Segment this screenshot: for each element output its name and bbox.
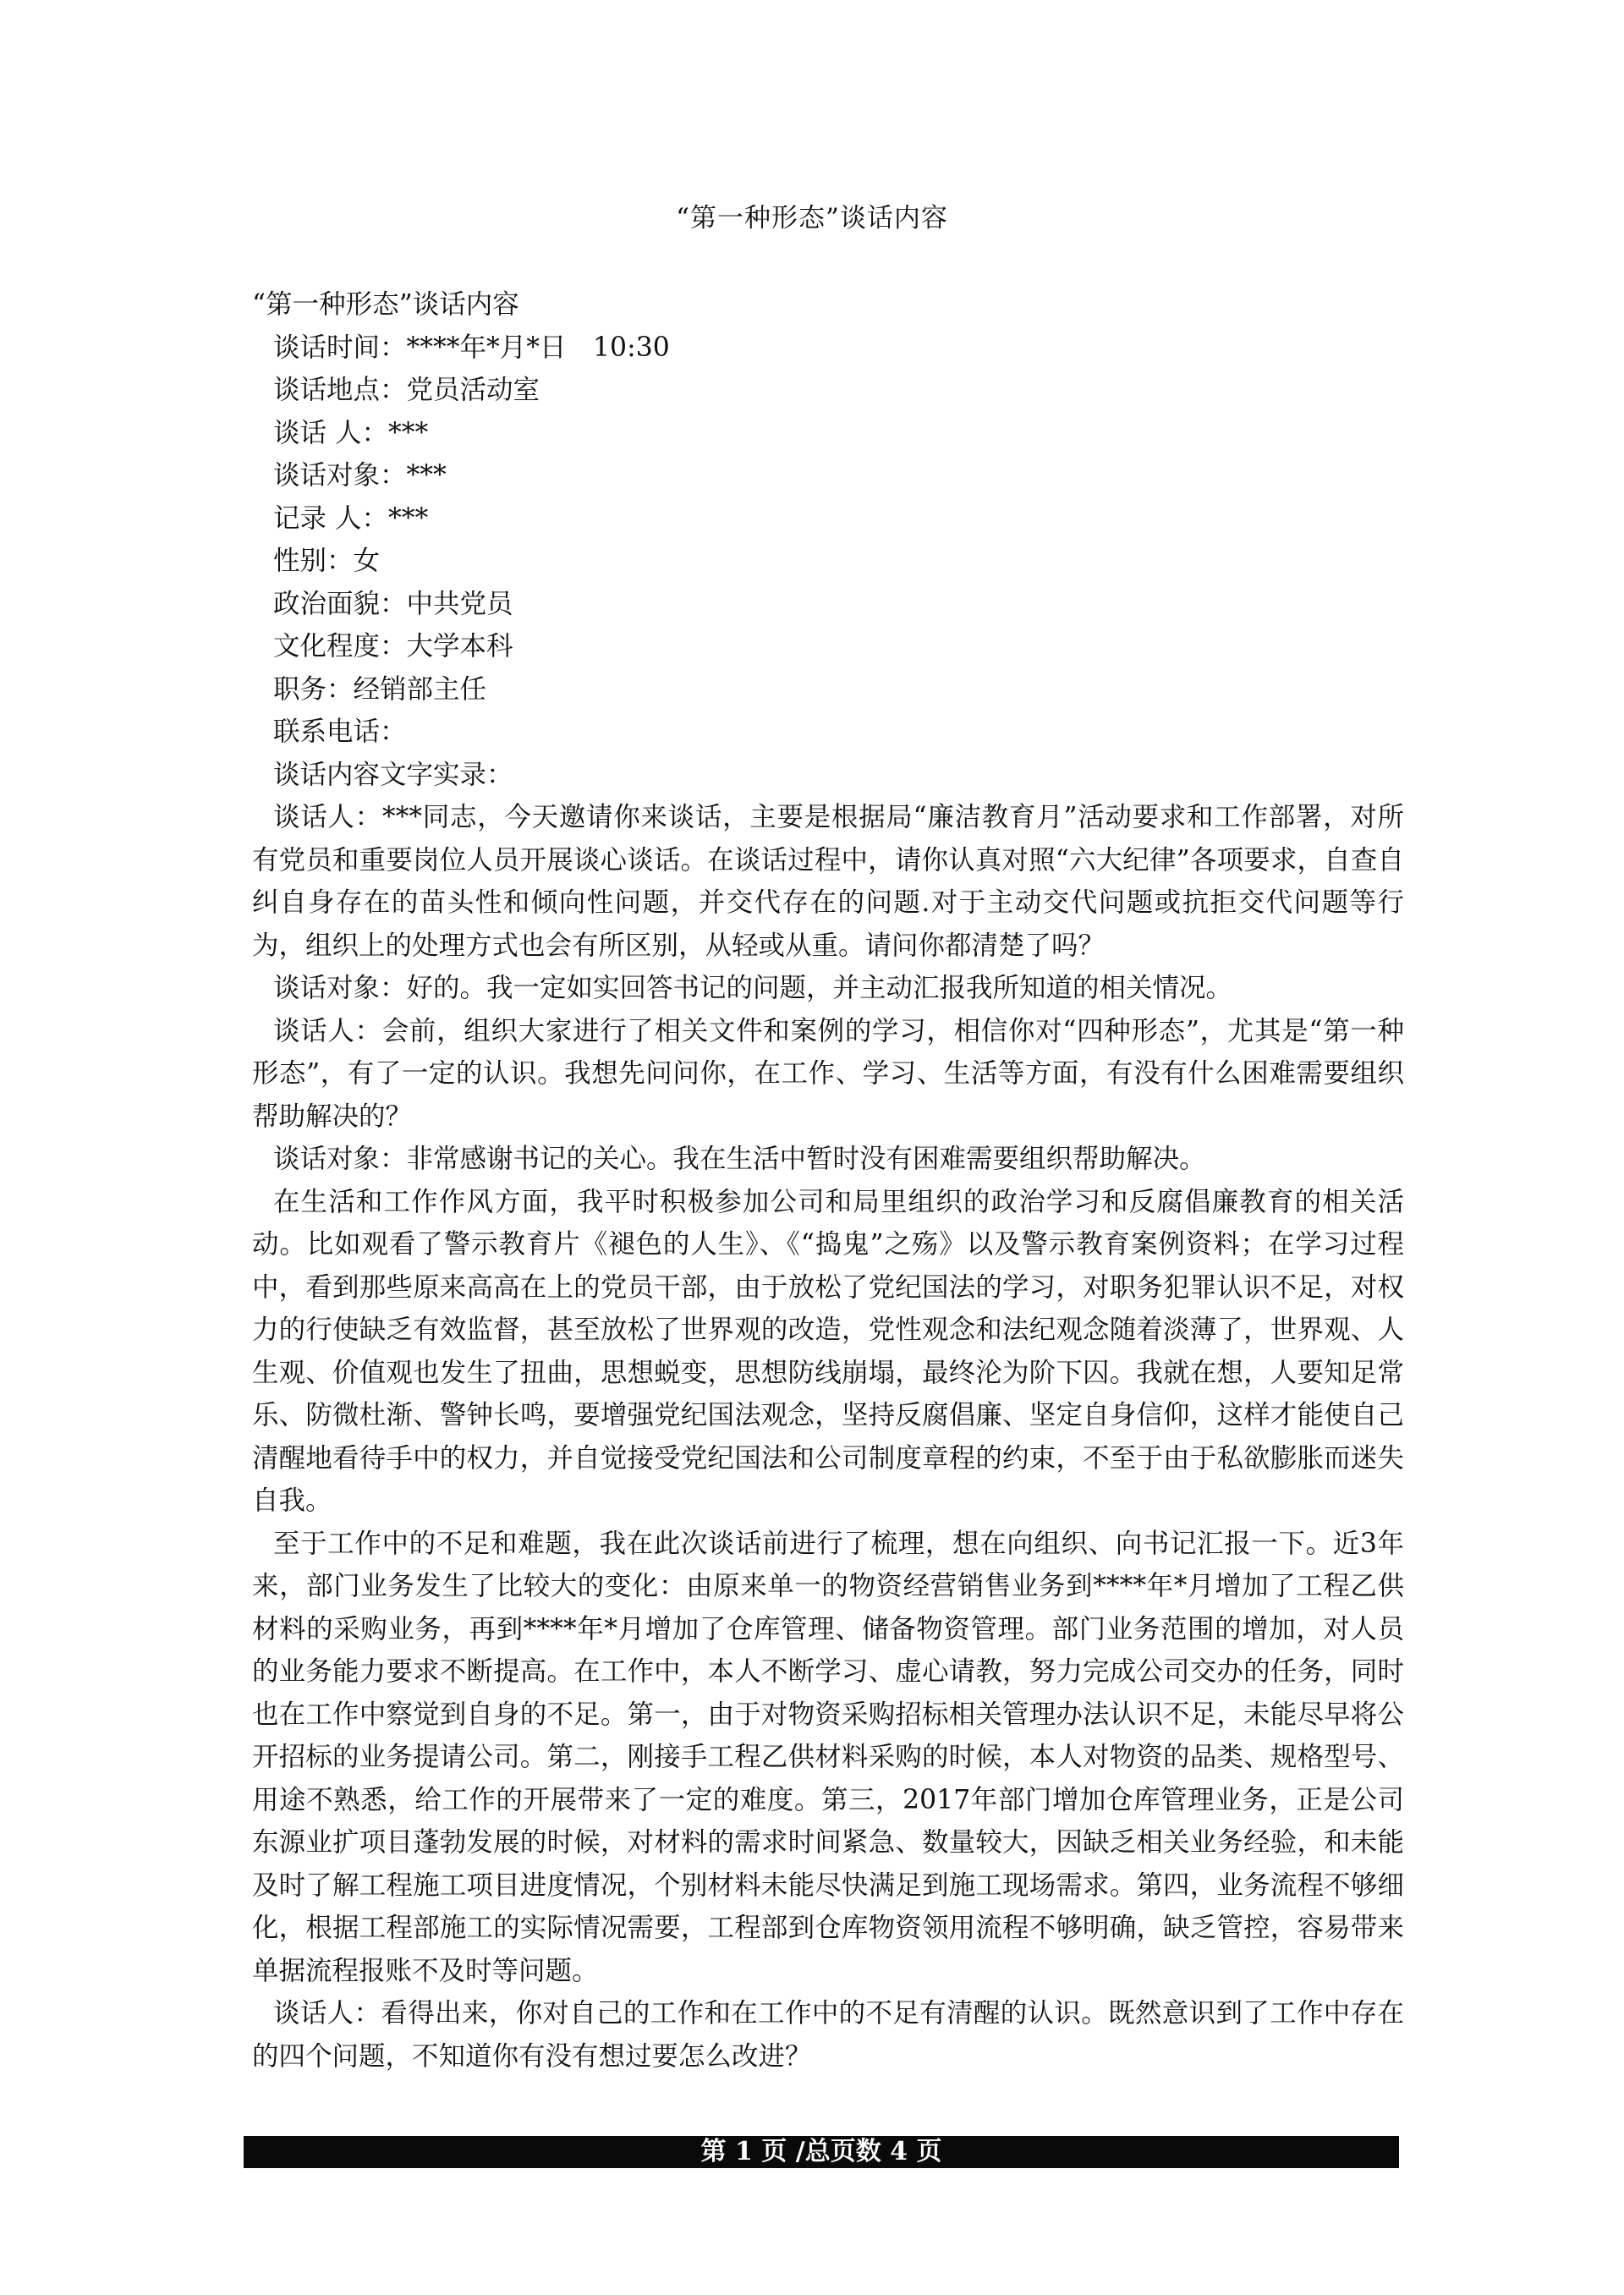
paragraph: 谈话对象：非常感谢书记的关心。我在生活中暂时没有困难需要组织帮助解决。 bbox=[273, 1144, 1206, 1174]
field-position bbox=[252, 668, 1404, 711]
document-body bbox=[252, 283, 1404, 2078]
field-value: 党员活动室 bbox=[406, 375, 540, 405]
paragraph: 谈话人：看得出来，你对自己的工作和在工作中的不足有清醒的认识。既然意识到了工作中存在的四个问题，不知道你有没有想过要怎么改进？ bbox=[252, 1998, 1404, 2072]
field-transcript bbox=[252, 754, 1404, 797]
field-label: 政治面貌： bbox=[273, 588, 407, 619]
field-label: 记录 人： bbox=[273, 502, 389, 534]
field-recorder bbox=[252, 497, 1404, 541]
paragraph: 谈话人：***同志，今天邀请你来谈话，主要是根据局“廉洁教育月”活动要求和工作部署，对所有党员和重要岗位人员开展谈心谈话。在谈话过程中，请你认真对照“六大纪律”各项要求，自查自纠自身存在的苗头性和倾向性问题，并交代存在的问题.对于主动交代问题或抗拒交代问题等行为，组织上的处理方式也会有所区别，从轻或从重。请问你都清楚了吗？ bbox=[252, 802, 1404, 961]
field-value: *** bbox=[388, 417, 429, 448]
field-interview-location bbox=[252, 369, 1404, 412]
paragraph: 谈话人：会前，组织大家进行了相关文件和案例的学习，相信你对“四种形态”，尤其是“第一种形态”，有了一定的认识。我想先问问你，在工作、学习、生活等方面，有没有什么困难需要组织帮助解决的？ bbox=[252, 1015, 1404, 1132]
field-interview-time bbox=[252, 327, 1404, 370]
paragraph: 谈话对象：好的。我一定如实回答书记的问题，并主动汇报我所知道的相关情况。 bbox=[273, 973, 1233, 1003]
field-value: ****年*月*日 10:30 bbox=[406, 332, 670, 363]
field-label: 谈话对象： bbox=[273, 460, 407, 491]
page-number: 第 1 页 /总页数 4 页 bbox=[700, 2137, 942, 2166]
document-heading: “第一种形态”谈话内容 bbox=[252, 289, 519, 320]
field-value: *** bbox=[388, 502, 429, 534]
field-value: *** bbox=[406, 460, 447, 491]
field-interviewee bbox=[252, 454, 1404, 497]
field-label: 职务： bbox=[273, 673, 354, 705]
field-value: 中共党员 bbox=[406, 588, 513, 619]
field-value: 大学本科 bbox=[406, 631, 513, 662]
field-value: 女 bbox=[353, 546, 381, 576]
field-label: 谈话内容文字实录： bbox=[273, 759, 513, 790]
page-title: “第一种形态”谈话内容 bbox=[676, 203, 948, 233]
field-label: 性别： bbox=[273, 546, 354, 576]
field-label: 谈话地点： bbox=[273, 375, 407, 405]
paragraph: 至于工作中的不足和难题，我在此次谈话前进行了梳理，想在向组织、向书记汇报一下。近3年来，部门业务发生了比较大的变化：由原来单一的物资经营销售业务到****年*月增加了工程乙供材料的采购业务，再到****年*月增加了仓库管理、储备物资管理。部门业务范围的增加，对人员的业务能力要求不断提高。在工作中，本人不断学习、虚心请教，努力完成公司交办的任务，同时也在工作中察觉到自身的不足。第一，由于对物资采购招标相关管理办法认识不足，未能尽早将公开招标的业务提请公司。第二，刚接手工程乙供材料采购的时候，本人对物资的品类、规格型号、用途不熟悉，给工作的开展带来了一定的难度。第三，2017年部门增加仓库管理业务，正是公司东源业扩项目蓬勃发展的时候，对材料的需求时间紧急、数量较大，因缺乏相关业务经验，和未能及时了解工程施工项目进度情况，个别材料未能尽快满足到施工现场需求。第四，业务流程不够细化，根据工程部施工的实际情况需要，工程部到仓库物资领用流程不够明确，缺乏管控，容易带来单据流程报账不及时等问题。 bbox=[252, 1528, 1404, 1986]
field-label: 文化程度： bbox=[273, 631, 407, 662]
field-gender bbox=[252, 540, 1404, 583]
field-label: 谈话 人： bbox=[273, 417, 389, 448]
field-value: 经销部主任 bbox=[353, 673, 487, 705]
field-education bbox=[252, 625, 1404, 668]
page-footer-bar bbox=[244, 2136, 1399, 2168]
field-phone bbox=[252, 711, 1404, 754]
field-political-status bbox=[252, 583, 1404, 626]
field-label: 谈话时间： bbox=[273, 332, 407, 363]
field-interviewer bbox=[252, 412, 1404, 455]
paragraph: 在生活和工作作风方面，我平时积极参加公司和局里组织的政治学习和反腐倡廉教育的相关活动。比如观看了警示教育片《褪色的人生》、《“捣鬼”之殇》以及警示教育案例资料；在学习过程中，看到那些原来高高在上的党员干部，由于放松了党纪国法的学习，对职务犯罪认识不足，对权力的行使缺乏有效监督，甚至放松了世界观的改造，党性观念和法纪观念随着淡薄了，世界观、人生观、价值观也发生了扭曲，思想蜕变，思想防线崩塌，最终沦为阶下囚。我就在想，人要知足常乐、防微杜渐、警钟长鸣，要增强党纪国法观念，坚持反腐倡廉、坚定自身信仰，这样才能使自己清醒地看待手中的权力，并自觉接受党纪国法和公司制度章程的约束，不至于由于私欲膨胀而迷失自我。 bbox=[252, 1186, 1404, 1516]
field-label: 联系电话： bbox=[273, 717, 407, 747]
